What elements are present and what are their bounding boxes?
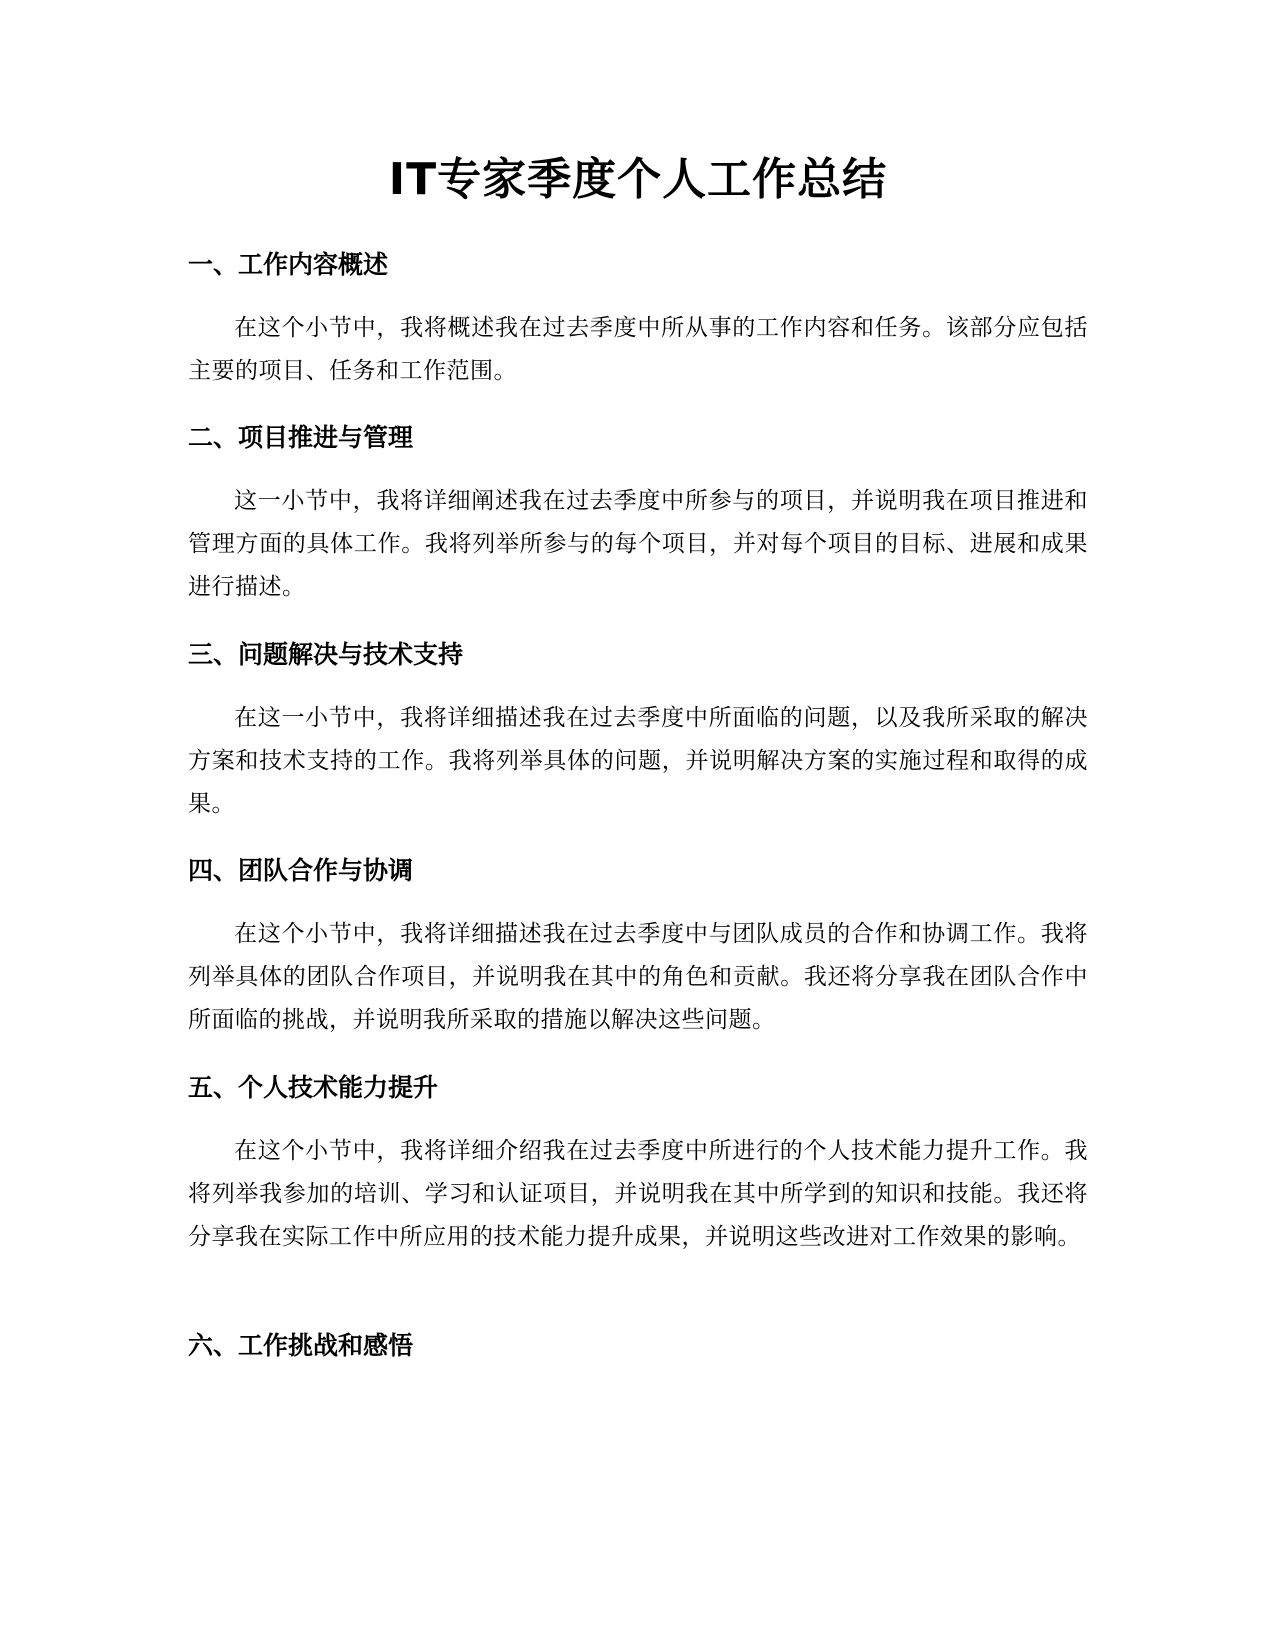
section-heading: 六、工作挑战和感悟: [188, 1331, 414, 1360]
section-challenges-reflections: [188, 1328, 1088, 1364]
document-title: IT专家季度个人工作总结: [388, 154, 888, 205]
section-paragraph: 在这一小节中，我将详细描述我在过去季度中所面临的问题，以及我所采取的解决方案和技术支持的工作。我将列举具体的问题，并说明解决方案的实施过程和取得的成果。: [188, 705, 1088, 817]
section-heading: 五、个人技术能力提升: [188, 1073, 439, 1102]
section-project-management: [188, 420, 1088, 609]
section-team-collaboration: [188, 853, 1088, 1042]
section-heading: 四、团队合作与协调: [188, 856, 414, 885]
section-heading: 二、项目推进与管理: [188, 423, 414, 452]
section-skill-improvement: [188, 1070, 1088, 1259]
section-paragraph: 在这个小节中，我将详细描述我在过去季度中与团队成员的合作和协调工作。我将列举具体的团队合作项目，并说明我在其中的角色和贡献。我还将分享我在团队合作中所面临的挑战，并说明我所采取的措施以解决这些问题。: [188, 921, 1088, 1033]
section-paragraph: 这一小节中，我将详细阐述我在过去季度中所参与的项目，并说明我在项目推进和管理方面的具体工作。我将列举所参与的每个项目，并对每个项目的目标、进展和成果进行描述。: [188, 488, 1088, 600]
section-problem-solving: [188, 637, 1088, 826]
section-paragraph: 在这个小节中，我将概述我在过去季度中所从事的工作内容和任务。该部分应包括主要的项目、任务和工作范围。: [188, 315, 1088, 384]
section-paragraph: 在这个小节中，我将详细介绍我在过去季度中所进行的个人技术能力提升工作。我将列举我参加的培训、学习和认证项目，并说明我在其中所学到的知识和技能。我还将分享我在实际工作中所应用的技术能力提升成果，并说明这些改进对工作效果的影响。: [188, 1138, 1088, 1250]
section-heading: 三、问题解决与技术支持: [188, 640, 464, 669]
section-work-overview: [188, 247, 1088, 393]
section-heading: 一、工作内容概述: [188, 250, 389, 279]
